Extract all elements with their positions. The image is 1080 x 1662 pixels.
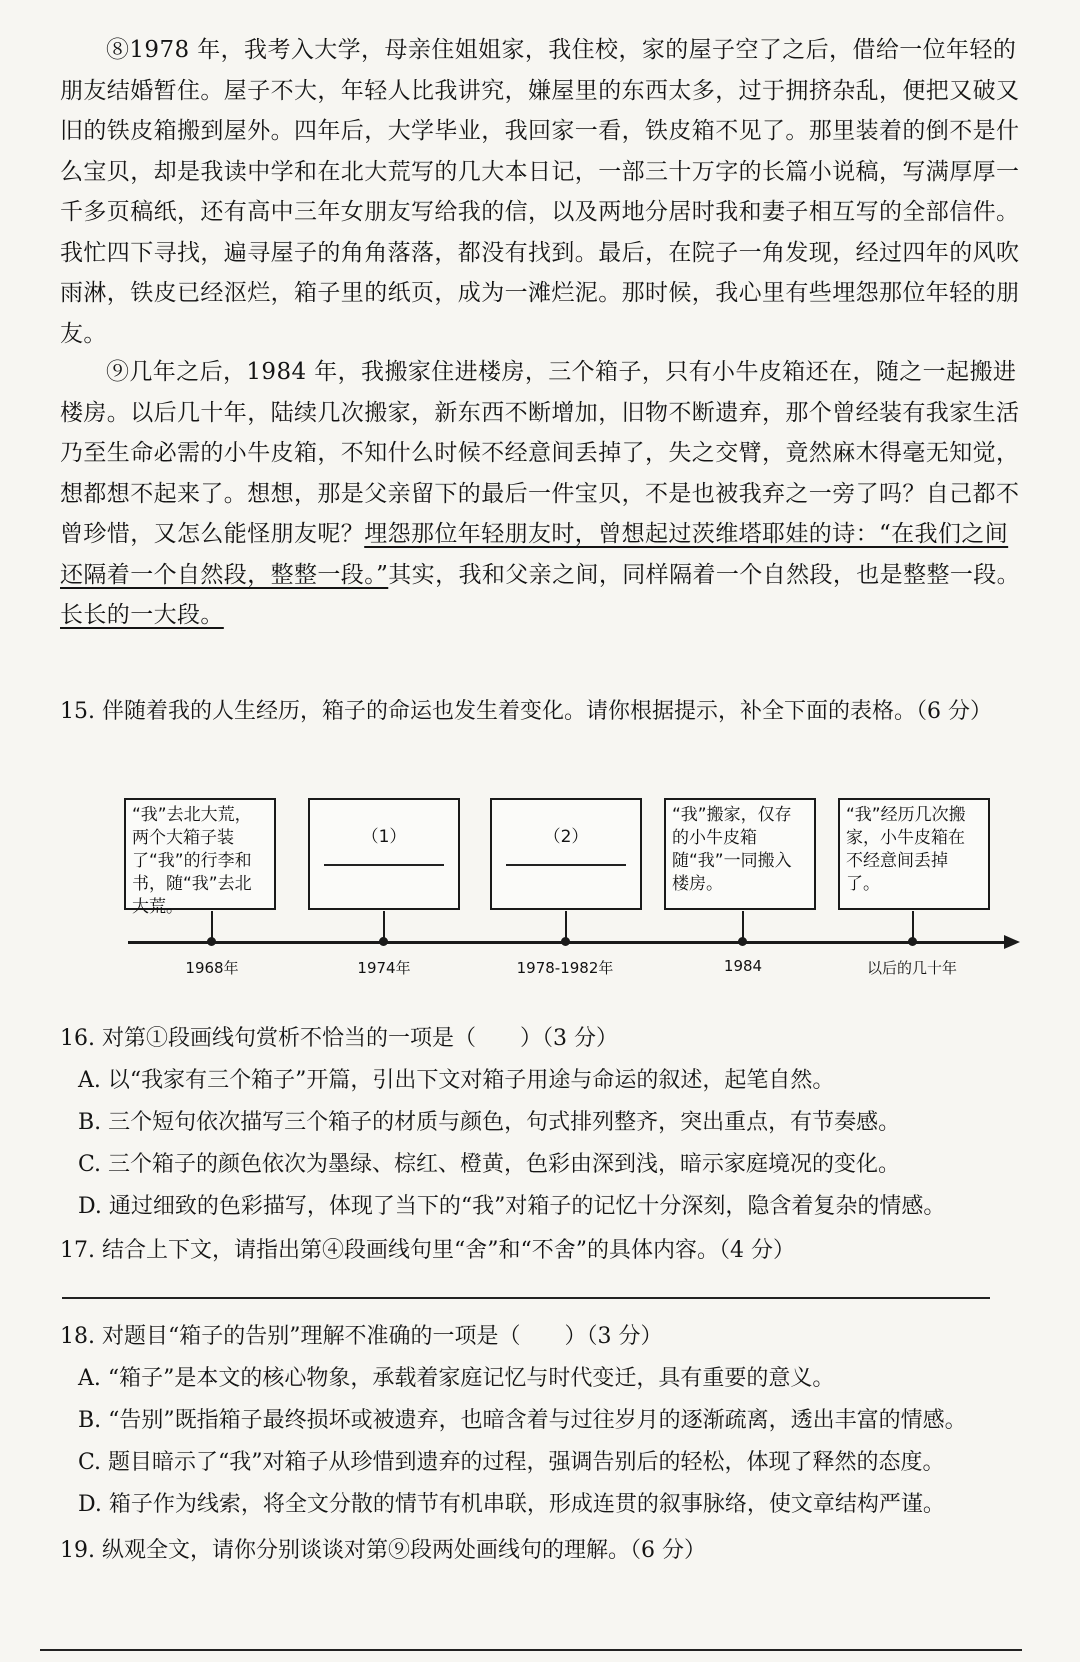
- q18-option-d: D. 箱子作为线索，将全文分散的情节有机串联，形成连贯的叙事脉络，使文章结构严谨。: [78, 1492, 945, 1517]
- question-16: 16. 对第①段画线句赏析不恰当的一项是（ ）（3 分）: [60, 1026, 618, 1051]
- timeline-year-1974: 1974年: [357, 959, 411, 977]
- paragraph-9: [60, 352, 1026, 636]
- timeline-year-1984: 1984: [723, 957, 763, 975]
- timeline-box-later: [838, 798, 990, 910]
- timeline-dot: [561, 937, 570, 946]
- question-19: 19. 纵观全文，请你分别谈谈对第⑨段两处画线句的理解。（6 分）: [60, 1538, 706, 1563]
- timeline-text-1968: “我”去北大荒，两个大箱子装了“我”的行李和书，随“我”去北大荒。: [132, 805, 252, 917]
- answer-line-17[interactable]: [62, 1297, 990, 1299]
- answer-blank-1[interactable]: [324, 864, 444, 866]
- timeline-year-later: 以后的几十年: [866, 959, 957, 977]
- paragraph-9-text: ⑨几年之后，1984 年，我搬家住进楼房，三个箱子，只有小牛皮箱还在，随之一起搬进楼房。以后几十年，陆续几次搬家，新东西不断增加，旧物不断遗弃，那个曾经装有我家生活乃至生命必需的小牛皮箱，不知什么时候不经意间丢掉了，失之交臂，竟然麻木得毫无知觉，想都想不起来了。想想，那是父亲留下的最后一件宝贝，不是也被我弃之一旁了吗？自己都不曾珍惜，又怎么能怪朋友呢？: [60, 359, 1020, 547]
- q18-option-c: C. 题目暗示了“我”对箱子从珍惜到遗弃的过程，强调告别后的轻松，体现了释然的态度。: [78, 1450, 945, 1475]
- paragraph-9-middle: 其实，我和父亲之间，同样隔着一个自然段，也是整整一段。: [388, 561, 1021, 588]
- q16-option-a: A. 以“我家有三个箱子”开篇，引出下文对箱子用途与命运的叙述，起笔自然。: [78, 1068, 835, 1093]
- underlined-sentence-2: 长长的一大段。: [60, 602, 224, 628]
- timeline-text-later: “我”经历几次搬家，小牛皮箱在不经意间丢掉了。: [846, 805, 966, 894]
- blank-label-2: （2）: [543, 827, 589, 847]
- underlined-sentence-1: 埋怨那位年轻朋友时，曾想起过茨维塔耶娃的诗：“在我们之间还隔着一个自然段，整整一段。”: [60, 521, 1009, 588]
- blank-label-1: （1）: [361, 827, 407, 847]
- q16-option-c: C. 三个箱子的颜色依次为墨绿、棕红、橙黄，色彩由深到浅，暗示家庭境况的变化。: [78, 1152, 901, 1177]
- timeline-year-1978: 1978-1982年: [516, 959, 614, 977]
- timeline-box-1968: [124, 798, 276, 917]
- q16-option-b: B. 三个短句依次描写三个箱子的材质与颜色，句式排列整齐，突出重点，有节奏感。: [78, 1110, 901, 1135]
- question-15: 15. 伴随着我的人生经历，箱子的命运也发生着变化。请你根据提示，补全下面的表格。（6 分）: [60, 699, 992, 724]
- timeline-dot: [738, 937, 747, 946]
- arrow-right-icon: [1004, 935, 1020, 949]
- q16-option-d: D. 通过细致的色彩描写，体现了当下的“我”对箱子的记忆十分深刻，隐含着复杂的情感。: [78, 1194, 946, 1219]
- question-17: 17. 结合上下文，请指出第④段画线句里“舍”和“不舍”的具体内容。（4 分）: [60, 1238, 795, 1263]
- answer-line-19[interactable]: [40, 1649, 1022, 1651]
- timeline-dot: [207, 937, 216, 946]
- paragraph-8-text: ⑧1978 年，我考入大学，母亲住姐姐家，我住校，家的屋子空了之后，借给一位年轻的朋友结婚暂住。屋子不大，年轻人比我讲究，嫌屋里的东西太多，过于拥挤杂乱，便把又破又旧的铁皮箱搬到屋外。四年后，大学毕业，我回家一看，铁皮箱不见了。那里装着的倒不是什么宝贝，却是我读中学和在北大荒写的几大本日记，一部三十万字的长篇小说稿，写满厚厚一千多页稿纸，还有高中三年女朋友写给我的信，以及两地分居时我和妻子相互写的全部信件。我忙四下寻找，遍寻屋子的角角落落，都没有找到。最后，在院子一角发现，经过四年的风吹雨淋，铁皮已经沤烂，箱子里的纸页，成为一滩烂泥。那时候，我心里有些埋怨那位年轻的朋友。: [60, 37, 1020, 347]
- timeline-box-1974: [308, 798, 460, 910]
- timeline-dot: [908, 937, 917, 946]
- timeline-box-1984: [664, 798, 816, 910]
- paragraph-8: [60, 30, 1026, 354]
- timeline-text-1984: “我”搬家，仅存的小牛皮箱随“我”一同搬入楼房。: [672, 805, 792, 894]
- timeline-dot: [379, 937, 388, 946]
- q18-option-b: B. “告别”既指箱子最终损坏或被遗弃，也暗含着与过往岁月的逐渐疏离，透出丰富的情感。: [78, 1408, 967, 1433]
- question-18: 18. 对题目“箱子的告别”理解不准确的一项是（ ）（3 分）: [60, 1324, 663, 1349]
- timeline-box-1978: [490, 798, 642, 910]
- answer-blank-2[interactable]: [506, 864, 626, 866]
- q18-option-a: A. “箱子”是本文的核心物象，承载着家庭记忆与时代变迁，具有重要的意义。: [78, 1366, 835, 1391]
- timeline-year-1968: 1968年: [185, 959, 239, 977]
